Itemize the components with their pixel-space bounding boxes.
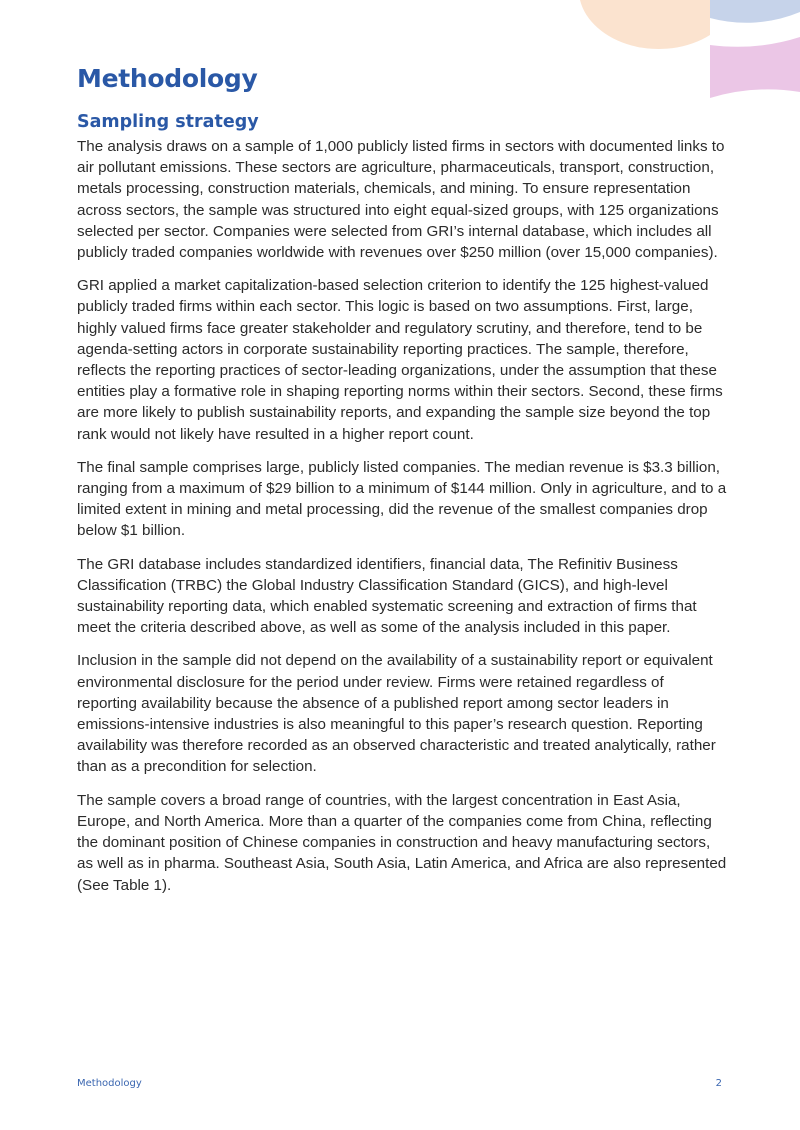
- paragraph-5: Inclusion in the sample did not depend on the availability of a sustainability report or equivalent environmental disclosure for the period under review. Firms were retained regardless of reporting availability because the absence of a published report among sector leaders in emissions-intensive industries is also meaningful to this paper’s research question. Reporting availability was therefore recorded as an observed characteristic and treated analytically, rather than as a precondition for selection.: [77, 652, 716, 776]
- page-footer: [77, 1078, 722, 1089]
- paragraph-1: The analysis draws on a sample of 1,000 publicly listed firms in sectors with documented links to air pollutant emissions. These sectors are agriculture, pharmaceuticals, transport, construction, metals processing, construction materials, chemicals, and mining. To ensure representation across sectors, the sample was structured into eight equal-sized groups, with 125 organizations selected per sector. Companies were selected from GRI’s internal database, which includes all publicly traded companies worldwide with revenues over $250 million (over 15,000 companies).: [77, 138, 725, 262]
- page-number: 2: [715, 1078, 722, 1089]
- paragraph-6: The sample covers a broad range of countries, with the largest concentration in East Asia, Europe, and North America. More than a quarter of the companies come from China, reflecting the dominant position of Chinese companies in construction and heavy manufacturing sectors, as well as in pharma. Southeast Asia, South Asia, Latin America, and Africa are also represented (See Table 1).: [77, 791, 727, 894]
- page-content: [77, 62, 727, 908]
- section-heading: Sampling strategy: [77, 112, 259, 132]
- peach-arc: [580, 0, 710, 49]
- paragraph-3: The final sample comprises large, publicly listed companies. The median revenue is $3.3 billion, ranging from a maximum of $29 billion to a minimum of $144 million. Only in agriculture, and to a limited extent in mining and metal processing, did the revenue of the smallest companies drop below $1 billion.: [77, 458, 727, 540]
- footer-section-label: Methodology: [77, 1078, 142, 1089]
- page-title: Methodology: [77, 64, 258, 93]
- paragraph-4: The GRI database includes standardized identifiers, financial data, The Refinitiv Business Classification (TRBC) the Global Industry Classification Standard (GICS), and high-level sustainability reporting data, which enabled systematic screening and extraction of firms that meet the criteria described above, as well as some of the analysis included in this paper.: [77, 555, 697, 637]
- paragraph-2: GRI applied a market capitalization-based selection criterion to identify the 125 highest-valued publicly traded firms within each sector. This logic is based on two assumptions. First, large, highly valued firms face greater stakeholder and regulatory scrutiny, and therefore, tend to be agenda-setting actors in corporate sustainability reporting practices. The sample, therefore, reflects the reporting practices of sector-leading organizations, under the assumption that these entities play a formative role in shaping reporting norms within their sectors. Second, these firms are more likely to publish sustainability reports, and expanding the sample size beyond the top rank would not likely have resulted in a higher report count.: [77, 277, 723, 443]
- blue-arc: [710, 0, 800, 23]
